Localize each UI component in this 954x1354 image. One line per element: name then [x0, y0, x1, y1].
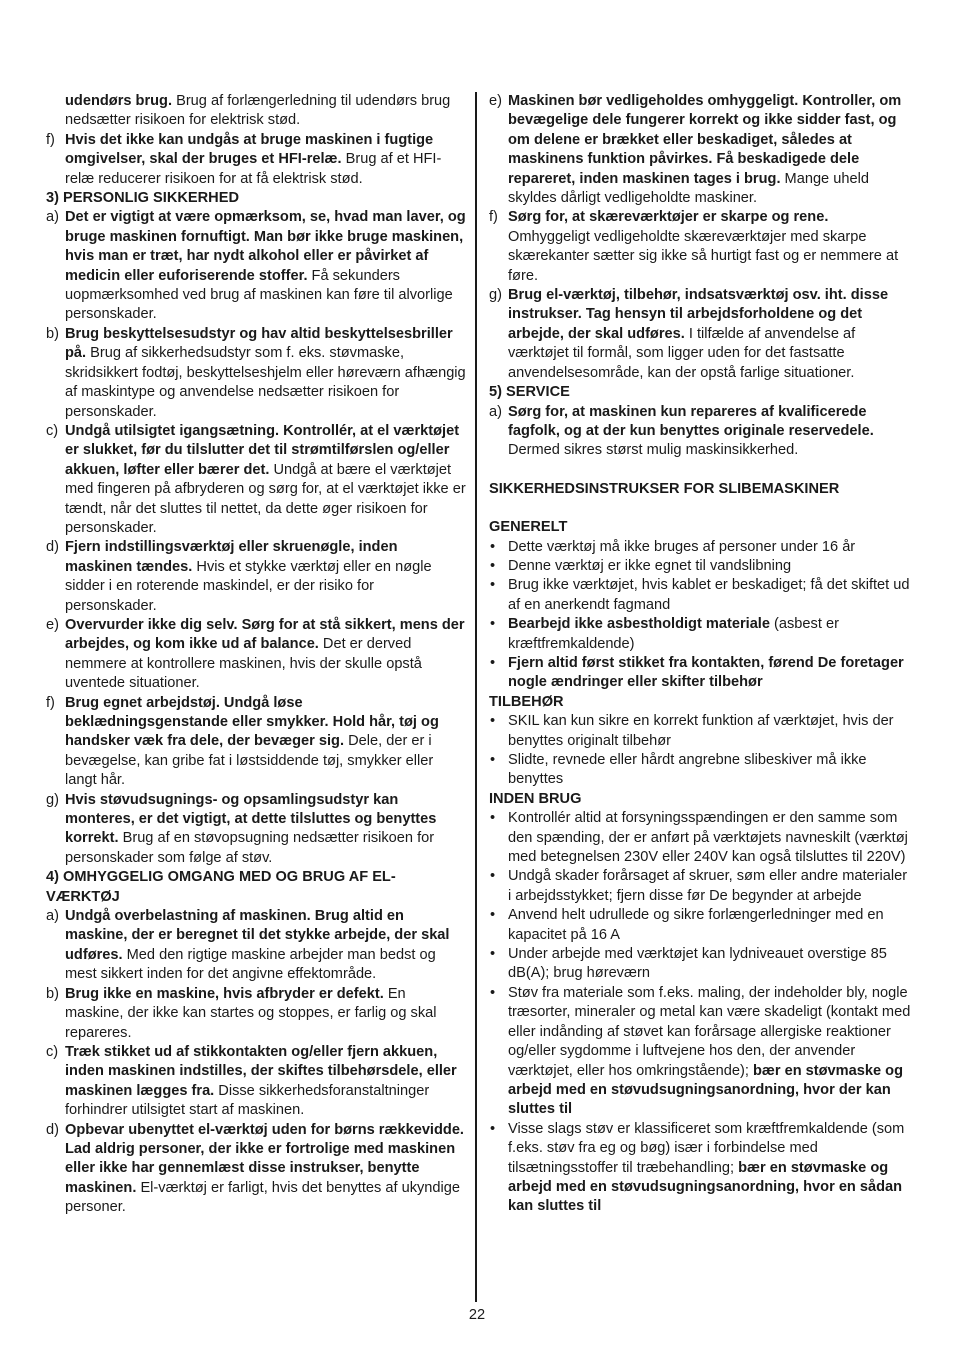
bold-text: udendørs brug.	[65, 93, 173, 109]
right-column	[489, 92, 913, 1217]
bold-text: Brug el-værktøj, tilbehør, indsatsværktøj osv. iht. disse instrukser. Tag hensyn til arbejdsforholdene og det arbejde, der skal udføres.	[508, 287, 889, 342]
body-text: El-værktøj er farligt, hvis det benyttes af ukyndige personer.	[65, 1179, 461, 1216]
list-item	[46, 325, 466, 422]
bold-text: Hvis det ikke kan undgås at bruge maskinen i fugtige omgivelser, skal der bruges et HFI-relæ.	[65, 131, 434, 168]
body-text: Hvis et stykke værktøj eller en nøgle sidder i en roterende maskindel, er der risiko for personskader.	[65, 558, 432, 614]
bold-text: Overvurder ikke dig selv. Sørg for at stå sikkert, mens der arbejdes, og kom ikke ud af balance.	[65, 616, 465, 653]
item-label: b)	[46, 325, 59, 342]
list-item	[489, 403, 913, 461]
list-item	[46, 1043, 466, 1121]
body-text: SKIL kan kun sikre en korrekt funktion af værktøjet, hvis der benyttes originalt tilbehør	[508, 713, 894, 749]
bullet-item	[489, 557, 913, 576]
item-label: f)	[46, 694, 55, 711]
bold-text: bær en støvmaske og arbejd med en støvudsugningsanordning, hvor en sådan kan sluttes til	[508, 1159, 903, 1215]
body-text: Det er derved nemmere at kontrollere maskinen, hvis der skulle opstå uventede situationer.	[65, 636, 422, 692]
bold-text: bær en støvmaske og arbejd med en støvudsugningsanordning, hvor der kan sluttes til	[508, 1062, 903, 1118]
list-item	[489, 208, 913, 286]
bold-text: Opbevar ubenyttet el-værktøj uden for børns rækkevidde. Lad aldrig personer, der ikke er fortrolige med maskinen eller ikke har gennemlæst disse instrukser, benytte maskinen.	[65, 1121, 464, 1196]
bullet-item	[489, 945, 913, 984]
item-label: c)	[46, 422, 59, 439]
body-text: Brug af forlængerledning til udendørs brug nedsætter risikoen for elektrisk stød.	[65, 93, 451, 129]
bullet-item	[489, 576, 913, 615]
item-label: e)	[489, 93, 502, 109]
list-item	[46, 907, 466, 985]
body-text: Med den rigtige maskine arbejder man bedst og mest sikkert inden for det angivne effektområde.	[65, 946, 436, 983]
section-heading: INDEN BRUG	[489, 790, 582, 807]
item-label: g)	[46, 791, 59, 808]
item-label: a)	[489, 403, 502, 420]
body-text: Få sekunders uopmærksomhed ved brug af maskinen kan føre til alvorlige personskader.	[65, 267, 453, 323]
body-text: Dele, der er i bevægelse, kan gribe fat i løstsiddende tøj, smykker eller langt hår.	[65, 733, 434, 789]
bullet-item	[489, 1120, 913, 1217]
list-item	[489, 286, 913, 383]
list-item	[46, 694, 466, 791]
bold-text: Maskinen bør vedligeholdes omhyggeligt. Kontroller, om bevægelige dele fungerer korrekt og ikke sidder fast, og om delene er brækket eller beskadiget, således at maskinens funktion påvirkes. Få beskadigede dele repareret, inden maskinen tages i brug.	[508, 93, 902, 187]
bold-text: Brug beskyttelsesudstyr og hav altid beskyttelsesbriller på.	[65, 325, 453, 362]
body-text: Brug af sikkerhedsudstyr som f. eks. støvmaske, skridsikkert fodtøj, beskyttelseshjelm eller høreværn afhængig af maskintype og anvendelse nedsætter risikoen for personskader.	[65, 345, 466, 420]
body-text: Brug ikke værktøjet, hvis kablet er beskadiget; få det skiftet ud af en anerkendt fagmand	[508, 577, 910, 613]
bullet-item	[489, 538, 913, 557]
body-text: Brug af et HFI-relæ reducerer risikoen for at få elektrisk stød.	[65, 151, 442, 187]
bold-text: Brug ikke en maskine, hvis afbryder er defekt.	[65, 985, 384, 1002]
bold-text: Brug egnet arbejdstøj. Undgå løse beklædningsgenstande eller smykker. Hold hår, tøj og handsker væk fra dele, der bevæger sig.	[65, 694, 439, 750]
column-divider	[475, 92, 477, 1302]
bold-text: Undgå overbelastning af maskinen. Brug altid en maskine, der er beregnet til det stykke arbejde, der skal udføres.	[65, 908, 450, 963]
bullet-item	[489, 712, 913, 751]
list-item	[46, 538, 466, 616]
body-text: (asbest er kræftfremkaldende)	[508, 616, 839, 652]
section-heading: SIKKERHEDSINSTRUKSER FOR SLIBEMASKINER	[489, 480, 840, 497]
bold-text: Fjern indstillingsværktøj eller skruenøgle, inden maskinen tændes.	[65, 539, 398, 575]
item-label: d)	[46, 1121, 59, 1138]
body-text: Dermed sikres størst mulig maskinsikkerhed.	[508, 442, 799, 459]
item-label: b)	[46, 985, 59, 1002]
bold-text: Bearbejd ikke asbestholdigt materiale	[508, 616, 770, 633]
item-label: f)	[46, 131, 55, 148]
body-text: Under arbejde med værktøjet kan lydniveauet overstige 85 dB(A); brug høreværn	[508, 946, 887, 982]
item-label: f)	[489, 209, 498, 226]
body-text: Slidte, revnede eller hårdt angrebne slibeskiver må ikke benyttes	[508, 752, 867, 788]
body-text: Brug af en støvopsugning nedsætter risikoen for personskader som følge af støv.	[65, 830, 435, 866]
spacer	[489, 461, 913, 480]
list-item	[46, 1121, 466, 1218]
list-item	[46, 791, 466, 869]
item-label: e)	[46, 616, 59, 633]
list-item	[46, 616, 466, 694]
body-text: Disse sikkerhedsforanstaltninger forhindrer utilsigtet start af maskinen.	[65, 1082, 430, 1119]
body-text: I tilfælde af anvendelse af værktøjet til formål, som ligger uden for det fastsatte anvendelsesområde, kan der opstå farlige situationer.	[508, 325, 856, 381]
body-text: Undgå at bære el værktøjet med fingeren på afbryderen og sørg for, at el værktøjet ikke er tændt, når det sluttes til nettet, da dette øger risikoen for personskader.	[65, 461, 466, 536]
list-item	[46, 131, 466, 189]
body-text: Undgå skader forårsaget af skruer, søm eller andre materialer i arbejdsstykket; fjern disse før De begynder at arbejde	[508, 868, 908, 904]
bold-text: Fjern altid først stikket fra kontakten, førend De foretager nogle ændringer eller skifter tilbehør	[508, 654, 904, 691]
item-label: d)	[46, 539, 59, 556]
page-number: 22	[468, 1307, 486, 1323]
bold-text: Sørg for, at maskinen kun repareres af kvalificerede fagfolk, og at der kun benyttes originale reservedele.	[508, 403, 874, 439]
bullet-item	[489, 654, 913, 693]
bullet-item	[489, 615, 913, 654]
body-text: Denne værktøj er ikke egnet til vandslibning	[508, 557, 792, 574]
list-item	[489, 92, 913, 208]
section-heading: TILBEHØR	[489, 693, 564, 710]
bullet-item	[489, 809, 913, 867]
bold-text: Træk stikket ud af stikkontakten og/eller fjern akkuen, inden maskinen indstilles, der skiftes tilbehørsdele, eller maskinen lægges fra.	[65, 1043, 457, 1099]
section-heading: GENERELT	[489, 519, 568, 536]
body-text: Anvend helt udrullede og sikre forlængerledninger med en kapacitet på 16 A	[508, 907, 884, 943]
section-heading: 3) PERSONLIG SIKKERHED	[46, 190, 239, 207]
item-label: g)	[489, 287, 502, 304]
section-heading: 4) OMHYGGELIG OMGANG MED OG BRUG AF EL-VÆRKTØJ	[46, 869, 396, 905]
item-label: c)	[46, 1043, 59, 1060]
bold-text: Hvis støvudsugnings- og opsamlingsudstyr kan monteres, er det vigtigt, at dette tilsluttes og benyttes korrekt.	[65, 791, 437, 847]
body-text: Omhyggeligt vedligeholdte skæreværktøjer med skarpe skærekanter sætter sig ikke så hurtigt fast og er nemmere at føre.	[508, 228, 899, 284]
body-text: Dette værktøj må ikke bruges af personer under 16 år	[508, 538, 856, 555]
body-text: Kontrollér altid at forsyningsspændingen er den samme som den spænding, der er anført på værktøjets navneskilt (værktøj med betegnelsen 230V eller 240V kan også tilsluttes til 220V)	[508, 810, 908, 866]
list-item	[46, 985, 466, 1043]
bold-text: Undgå utilsigtet igangsætning. Kontrollér, at el værktøjet er slukket, før du tilslutter det til strømtilførslen og/eller akkuen, løfter eller bærer det.	[65, 422, 460, 478]
body-text: Støv fra materiale som f.eks. maling, der indeholder bly, nogle træsorter, mineraler og metal kan være skadeligt (kontakt med eller indånding af støvet kan forårsage allergiske reaktioner og/eller sygdomme i luftvejene hos den, der anvender værktøjet, eller hos omkringstående);	[508, 984, 911, 1079]
body-text: Visse slags støv er klassificeret som kræftfremkaldende (som f.eks. støv fra eg og bøg) især i forbindelse med tilsætningsstoffer til træbehandling;	[508, 1120, 905, 1176]
continued-paragraph	[46, 92, 466, 131]
bullet-item	[489, 906, 913, 945]
list-item	[46, 208, 466, 324]
section-heading: 5) SERVICE	[489, 384, 570, 401]
item-label: a)	[46, 908, 59, 925]
bold-text: Det er vigtigt at være opmærksom, se, hvad man laver, og bruge maskinen fornuftigt. Man bør ikke bruge maskinen, hvis man er træt, har nydt alkohol eller er påvirket af medicin eller euforiserende stoffer.	[65, 209, 466, 284]
bullet-item	[489, 751, 913, 790]
body-text: Mange uheld skyldes dårligt vedligeholdte maskiner.	[508, 170, 869, 207]
item-label: a)	[46, 209, 59, 226]
bold-text: Sørg for, at skæreværktøjer er skarpe og rene.	[508, 209, 829, 226]
bullet-item	[489, 867, 913, 906]
bullet-item	[489, 984, 913, 1120]
body-text: En maskine, der ikke kan startes og stoppes, er farlig og skal repareres.	[65, 985, 437, 1041]
left-column	[46, 92, 466, 1218]
spacer	[489, 499, 913, 518]
list-item	[46, 422, 466, 538]
